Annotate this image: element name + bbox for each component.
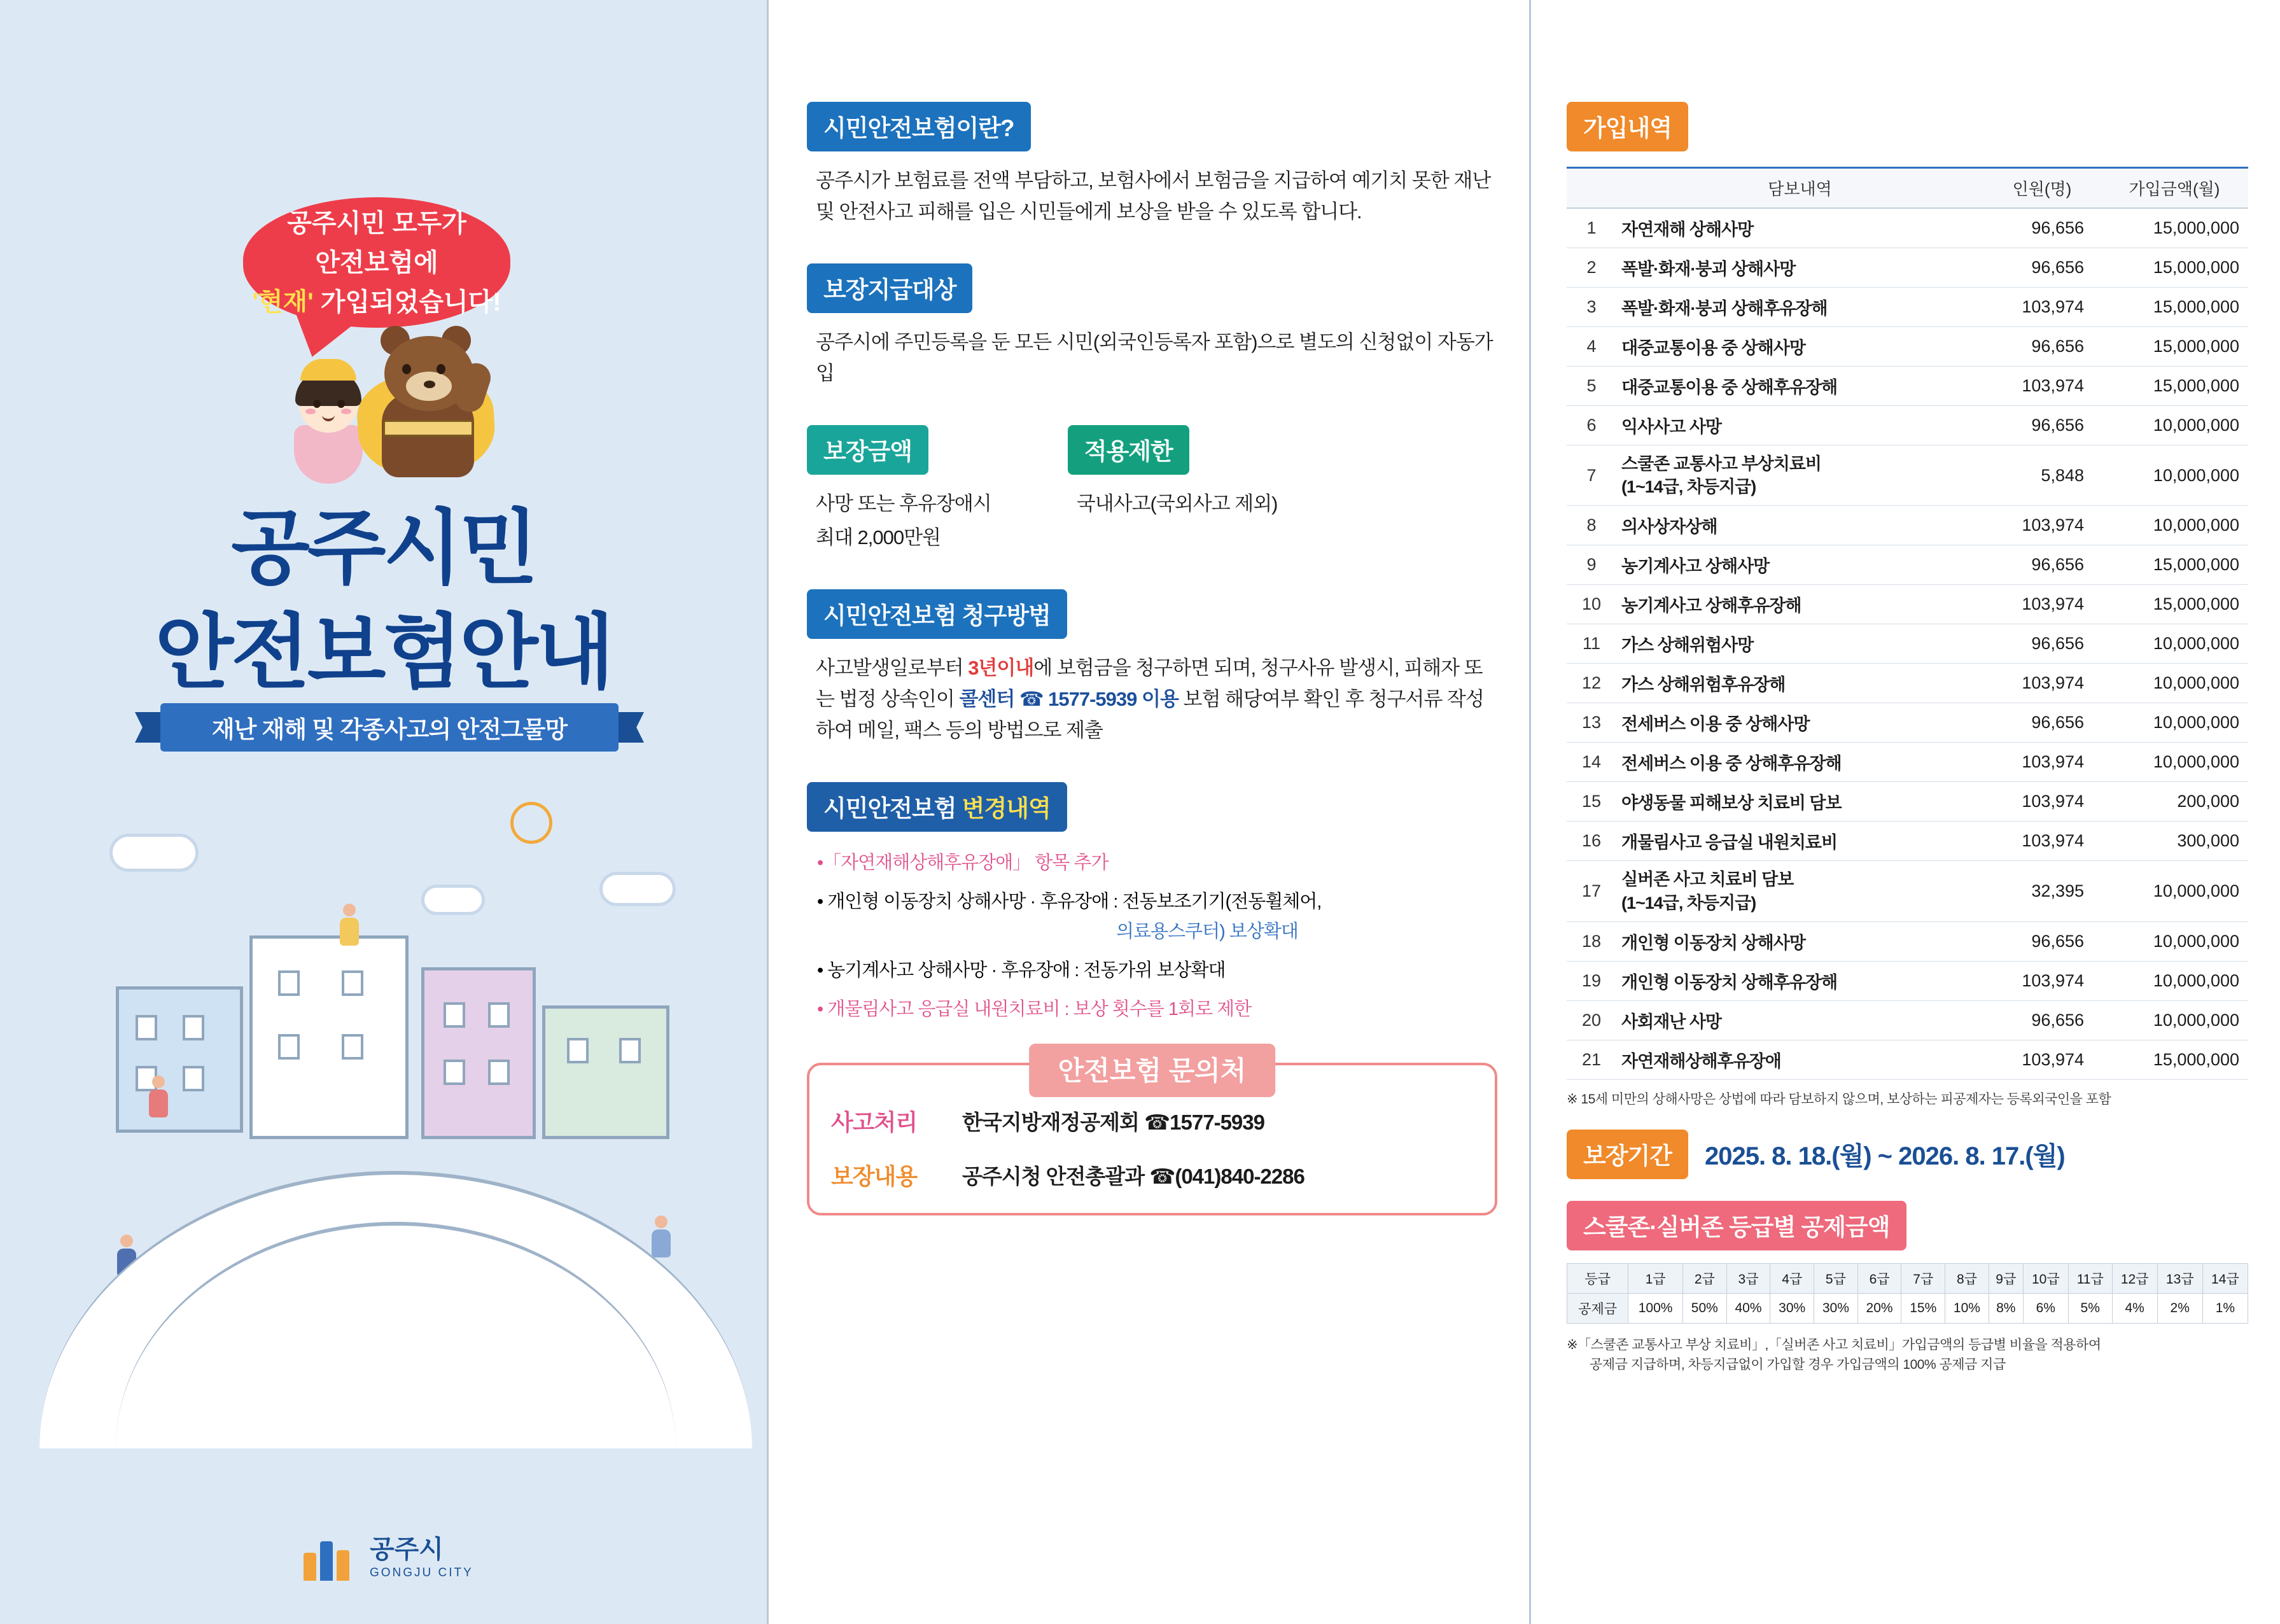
contact-box	[807, 1055, 1497, 1215]
cell-name: 자연재해상해후유장애	[1616, 1040, 1983, 1079]
grade-value: 1%	[2202, 1293, 2248, 1323]
mascot-characters	[281, 325, 523, 484]
claim-highlight-years: 3년이내	[968, 656, 1034, 679]
logo-text-en: GONGJU CITY	[370, 1566, 473, 1579]
cell-name: 개인형 이동장치 상해사망	[1616, 921, 1983, 961]
cell-no: 2	[1567, 248, 1616, 288]
table-row	[1567, 248, 2248, 288]
cell-no: 10	[1567, 585, 1616, 624]
grade-value: 40%	[1726, 1293, 1770, 1323]
grade-table-body	[1567, 1263, 2248, 1323]
cell-amount: 15,000,000	[2101, 208, 2248, 248]
coverage-period-value: 2025. 8. 18.(월) ~ 2026. 8. 17.(월)	[1704, 1142, 2065, 1171]
bubble-line-3	[243, 286, 510, 318]
grade-level: 2급	[1682, 1263, 1726, 1293]
cell-amount: 10,000,000	[2101, 743, 2248, 782]
cell-no: 13	[1567, 703, 1616, 743]
cell-people: 103,974	[1983, 585, 2101, 624]
grade-level: 5급	[1814, 1263, 1858, 1293]
cell-no: 11	[1567, 624, 1616, 664]
table-row	[1567, 743, 2248, 782]
middle-info-panel	[767, 0, 1529, 1624]
contact-value-accident: 한국지방재정공제회 ☎1577-5939	[962, 1110, 1264, 1134]
cell-name: 폭발·화재·붕괴 상해사망	[1616, 248, 1983, 288]
table-row	[1567, 782, 2248, 822]
section-body-limit: 국내사고(국외사고 제외)	[1076, 492, 1278, 515]
cell-people: 103,974	[1983, 664, 2101, 703]
cell-amount: 10,000,000	[2101, 921, 2248, 961]
cell-people: 103,974	[1983, 822, 2101, 861]
grade-level: 7급	[1901, 1263, 1945, 1293]
cell-amount: 10,000,000	[2101, 624, 2248, 664]
cell-people: 96,656	[1983, 703, 2101, 743]
person-icon	[339, 904, 360, 948]
grade-level: 8급	[1945, 1263, 1989, 1293]
section-eligibility	[807, 263, 1497, 389]
cell-amount: 15,000,000	[2101, 367, 2248, 406]
claim-callcenter: 콜센터 ☎ 1577-5939 이용	[959, 687, 1178, 710]
table-row	[1567, 664, 2248, 703]
section-body-claim-method	[816, 653, 1497, 746]
cell-name: 자연재해 상해사망	[1616, 208, 1983, 248]
cell-amount: 200,000	[2101, 782, 2248, 822]
middle-info-inner	[807, 102, 1497, 1215]
right-table-panel	[1529, 0, 2280, 1624]
cell-no: 16	[1567, 822, 1616, 861]
grade-value: 8%	[1989, 1293, 2023, 1323]
house-icon	[116, 986, 243, 1133]
cell-name: 사회재난 사망	[1616, 1000, 1983, 1040]
change-item: • 농기계사고 상해사망 · 후유장애 : 전동가위 보상확대	[817, 960, 1226, 981]
grade-level: 1급	[1628, 1263, 1683, 1293]
cell-name: 실버존 사고 치료비 담보 (1~14급, 차등지급)	[1616, 861, 1983, 921]
cell-people: 103,974	[1983, 506, 2101, 545]
section-title-limit: 적용제한	[1068, 425, 1189, 475]
cell-people: 103,974	[1983, 782, 2101, 822]
cell-no: 15	[1567, 782, 1616, 822]
grade-value-row	[1567, 1293, 2248, 1323]
cover-title	[14, 496, 753, 705]
grade-value: 100%	[1628, 1293, 1683, 1323]
table-row	[1567, 327, 2248, 367]
left-cover-inner	[14, 13, 753, 1611]
cell-amount: 10,000,000	[2101, 664, 2248, 703]
table-row	[1567, 624, 2248, 664]
cell-name: 개인형 이동장치 상해후유장해	[1616, 961, 1983, 1000]
grade-level: 13급	[2157, 1263, 2202, 1293]
bubble-highlight: '현재'	[252, 288, 314, 316]
bubble-line-2: 안전보험에	[315, 248, 438, 277]
grade-value: 20%	[1857, 1293, 1901, 1323]
section-title-changes	[807, 782, 1067, 832]
cell-people: 103,974	[1983, 367, 2101, 406]
cell-amount: 10,000,000	[2101, 961, 2248, 1000]
coverage-table	[1567, 167, 2248, 1080]
cell-people: 96,656	[1983, 1000, 2101, 1040]
logo-mark-icon	[304, 1536, 358, 1581]
grade-level: 10급	[2023, 1263, 2068, 1293]
table-header-row	[1567, 168, 2248, 209]
cell-no: 7	[1567, 445, 1616, 506]
contact-row-coverage	[831, 1159, 1473, 1191]
claim-text-1: 사고발생일로부터	[816, 656, 969, 679]
logo-text	[370, 1537, 473, 1580]
cell-amount: 10,000,000	[2101, 445, 2248, 506]
cell-people: 96,656	[1983, 327, 2101, 367]
cell-no: 21	[1567, 1040, 1616, 1079]
section-title-what-is: 시민안전보험이란?	[807, 102, 1031, 151]
grade-level: 4급	[1770, 1263, 1814, 1293]
cell-amount: 10,000,000	[2101, 406, 2248, 445]
cell-amount: 15,000,000	[2101, 327, 2248, 367]
cell-name: 대중교통이용 중 상해사망	[1616, 327, 1983, 367]
contact-box-title: 안전보험 문의처	[1029, 1044, 1276, 1097]
table-row	[1567, 545, 2248, 585]
cloud-icon	[421, 885, 485, 915]
cell-people: 103,974	[1983, 1040, 2101, 1079]
cell-people: 103,974	[1983, 961, 2101, 1000]
grade-value: 15%	[1901, 1293, 1945, 1323]
cell-no: 17	[1567, 861, 1616, 921]
grade-value: 10%	[1945, 1293, 1989, 1323]
bubble-line-1: 공주시민 모두가	[287, 209, 466, 237]
change-item-text: • 개인형 이동장치 상해사망 · 후유장애 : 전동보조기기(전동휠체어,	[817, 891, 1322, 912]
grade-level: 9급	[1989, 1263, 2023, 1293]
cell-people: 96,656	[1983, 545, 2101, 585]
grade-value: 50%	[1682, 1293, 1726, 1323]
cell-name: 폭발·화재·붕괴 상해후유장해	[1616, 288, 1983, 327]
person-icon	[148, 1075, 169, 1120]
cell-amount: 15,000,000	[2101, 1040, 2248, 1079]
cell-amount: 15,000,000	[2101, 585, 2248, 624]
change-item	[817, 887, 1497, 917]
table-row	[1567, 288, 2248, 327]
coverage-period-row	[1567, 1130, 2248, 1179]
col-amount: 가입금액(월)	[2101, 168, 2248, 209]
grade-note-line-1: ※「스쿨존 교통사고 부상 치료비」,「실버존 사고 치료비」가입금액의 등급별 비율을 적용하여	[1567, 1337, 2101, 1352]
cell-amount: 10,000,000	[2101, 1000, 2248, 1040]
cell-name: 스쿨존 교통사고 부상치료비 (1~14급, 차등지급)	[1616, 445, 1983, 506]
gongju-city-logo	[304, 1536, 473, 1581]
section-what-is	[807, 102, 1497, 228]
table-row	[1567, 822, 2248, 861]
table-row	[1567, 208, 2248, 248]
cell-name: 개물림사고 응급실 내원치료비	[1616, 822, 1983, 861]
cell-no: 3	[1567, 288, 1616, 327]
section-amount-and-limit	[807, 425, 1497, 554]
house-icon	[421, 967, 536, 1139]
town-illustration	[39, 776, 752, 1451]
speech-bubble	[243, 197, 510, 328]
change-item-continued	[817, 917, 1497, 947]
change-item-text-wrap: 의료용스쿠터) 보상확대	[1116, 921, 1298, 942]
cell-people: 96,656	[1983, 624, 2101, 664]
cell-name: 가스 상해위험후유장해	[1616, 664, 1983, 703]
section-body-eligibility: 공주시에 주민등록을 둔 모든 시민(외국인등록자 포함)으로 별도의 신청없이 자동가입	[816, 330, 1493, 384]
grade-level: 3급	[1726, 1263, 1770, 1293]
section-claim-method	[807, 589, 1497, 746]
bubble-line-3-rest: 가입되었습니다!	[313, 288, 501, 316]
claim-text-3: 보험 해당여부 확인 후 청구서류 작성하여 메일, 팩스 등의 방법으로 제출	[816, 687, 1484, 741]
cell-no: 5	[1567, 367, 1616, 406]
coverage-table-note: ※ 15세 미만의 상해사망은 상법에 따라 담보하지 않으며, 보상하는 피공제자는 등록외국인을 포함	[1567, 1091, 2111, 1107]
section-amount	[807, 425, 991, 554]
logo-text-kr: 공주시	[370, 1536, 444, 1564]
cell-no: 12	[1567, 664, 1616, 703]
right-table-inner	[1567, 102, 2248, 1375]
cover-title-line-1: 공주시민	[231, 503, 536, 594]
cell-no: 4	[1567, 327, 1616, 367]
cell-amount: 10,000,000	[2101, 861, 2248, 921]
cell-no: 9	[1567, 545, 1616, 585]
cell-people: 103,974	[1983, 743, 2101, 782]
table-row	[1567, 861, 2248, 921]
cell-no: 20	[1567, 1000, 1616, 1040]
grade-value: 30%	[1770, 1293, 1814, 1323]
cell-name: 농기계사고 상해사망	[1616, 545, 1983, 585]
change-item: •「자연재해상해후유장애」 항목 추가	[817, 852, 1109, 873]
cell-name: 전세버스 이용 중 상해사망	[1616, 703, 1983, 743]
cell-no: 1	[1567, 208, 1616, 248]
section-limit	[1068, 425, 1278, 554]
table-row	[1567, 1000, 2248, 1040]
cell-amount: 15,000,000	[2101, 545, 2248, 585]
cell-name: 가스 상해위험사망	[1616, 624, 1983, 664]
grade-value: 5%	[2068, 1293, 2112, 1323]
changes-title-pre: 시민안전보험	[823, 795, 962, 822]
grade-value: 2%	[2157, 1293, 2202, 1323]
table-row	[1567, 703, 2248, 743]
cell-name: 대중교통이용 중 상해후유장해	[1616, 367, 1983, 406]
changes-list	[817, 848, 1497, 1025]
contact-label-coverage: 보장내용	[831, 1163, 918, 1189]
table-row	[1567, 921, 2248, 961]
cell-people: 5,848	[1983, 445, 2101, 506]
table-row	[1567, 445, 2248, 506]
claim-text-2: 에 보험금을 청구하면 되며, 청구사유 발생시, 피해자 또는 법정 상속인이	[816, 656, 1483, 710]
grade-level: 11급	[2068, 1263, 2112, 1293]
col-people: 인원(명)	[1983, 168, 2101, 209]
grade-value: 4%	[2112, 1293, 2157, 1323]
grade-section	[1567, 1201, 2248, 1375]
bear-mascot-icon	[364, 325, 498, 484]
section-title-claim-method: 시민안전보험 청구방법	[807, 589, 1067, 639]
contact-value-coverage: 공주시청 안전총괄과 ☎(041)840-2286	[962, 1164, 1304, 1188]
cell-people: 32,395	[1983, 861, 2101, 921]
cell-amount: 15,000,000	[2101, 248, 2248, 288]
cell-amount: 15,000,000	[2101, 288, 2248, 327]
grade-note	[1567, 1335, 2248, 1375]
cell-amount: 10,000,000	[2101, 506, 2248, 545]
grade-level: 12급	[2112, 1263, 2157, 1293]
table-row	[1567, 406, 2248, 445]
contact-label-accident: 사고처리	[831, 1109, 918, 1135]
cell-no: 14	[1567, 743, 1616, 782]
grade-note-line-2: 공제금 지급하며, 차등지급없이 가입할 경우 가입금액의 100% 공제금 지급	[1590, 1357, 2006, 1373]
cell-people: 96,656	[1983, 921, 2101, 961]
person-icon	[650, 1215, 672, 1260]
cell-no: 19	[1567, 961, 1616, 1000]
changes-title-accent: 변경내역	[962, 795, 1051, 822]
house-icon	[249, 935, 409, 1139]
sun-icon	[510, 802, 552, 844]
grade-header-row	[1567, 1263, 2248, 1293]
contact-row-accident	[831, 1105, 1473, 1137]
cell-name: 전세버스 이용 중 상해후유장해	[1616, 743, 1983, 782]
section-body-amount-line2: 최대 2,000만원	[816, 526, 941, 549]
cell-people: 96,656	[1983, 208, 2101, 248]
cell-amount: 300,000	[2101, 822, 2248, 861]
table-row	[1567, 1040, 2248, 1079]
cloud-icon	[109, 834, 199, 872]
grade-level: 6급	[1857, 1263, 1901, 1293]
section-body-amount-line1: 사망 또는 후유장애시	[816, 492, 991, 515]
table-row	[1567, 506, 2248, 545]
section-changes	[807, 782, 1497, 1025]
cell-people: 96,656	[1983, 248, 2101, 288]
change-item: • 개물림사고 응급실 내원치료비 : 보상 횟수를 1회로 제한	[817, 998, 1252, 1019]
cell-name: 의사상자상해	[1616, 506, 1983, 545]
cover-title-line-2: 안전보험안내	[155, 606, 612, 698]
cell-name: 농기계사고 상해후유장해	[1616, 585, 1983, 624]
col-no	[1567, 168, 1616, 209]
cell-people: 103,974	[1983, 288, 2101, 327]
section-title-amount: 보장금액	[807, 425, 928, 475]
cell-name: 야생동물 피해보상 치료비 담보	[1616, 782, 1983, 822]
col-name: 담보내역	[1616, 168, 1983, 209]
table-row	[1567, 585, 2248, 624]
coverage-table-body	[1567, 208, 2248, 1079]
section-body-what-is: 공주시가 보험료를 전액 부담하고, 보험사에서 보험금을 지급하여 예기치 못한 재난 및 안전사고 피해를 입은 시민들에게 보상을 받을 수 있도록 합니다.	[816, 169, 1491, 223]
cover-ribbon	[135, 703, 644, 752]
cell-amount: 10,000,000	[2101, 703, 2248, 743]
coverage-period-label: 보장기간	[1567, 1130, 1688, 1179]
cell-people: 96,656	[1983, 406, 2101, 445]
section-title-eligibility: 보장지급대상	[807, 263, 972, 313]
grade-table	[1567, 1263, 2248, 1324]
left-cover-panel	[0, 0, 767, 1624]
cell-no: 6	[1567, 406, 1616, 445]
grade-value: 6%	[2023, 1293, 2068, 1323]
cover-ribbon-text: 재난 재해 및 각종사고의 안전그물망	[160, 703, 619, 752]
grade-row-label: 공제금	[1567, 1293, 1628, 1323]
table-row	[1567, 367, 2248, 406]
house-icon	[542, 1005, 669, 1139]
section-title-coverage-table: 가입내역	[1567, 102, 1688, 151]
grade-section-title: 스쿨존·실버존 등급별 공제금액	[1567, 1201, 1906, 1250]
cloud-icon	[599, 872, 676, 906]
cell-no: 18	[1567, 921, 1616, 961]
cell-name: 익사사고 사망	[1616, 406, 1983, 445]
grade-value: 30%	[1814, 1293, 1858, 1323]
cell-no: 8	[1567, 506, 1616, 545]
table-row	[1567, 961, 2248, 1000]
grade-head-label: 등급	[1567, 1263, 1628, 1293]
grade-level: 14급	[2202, 1263, 2248, 1293]
